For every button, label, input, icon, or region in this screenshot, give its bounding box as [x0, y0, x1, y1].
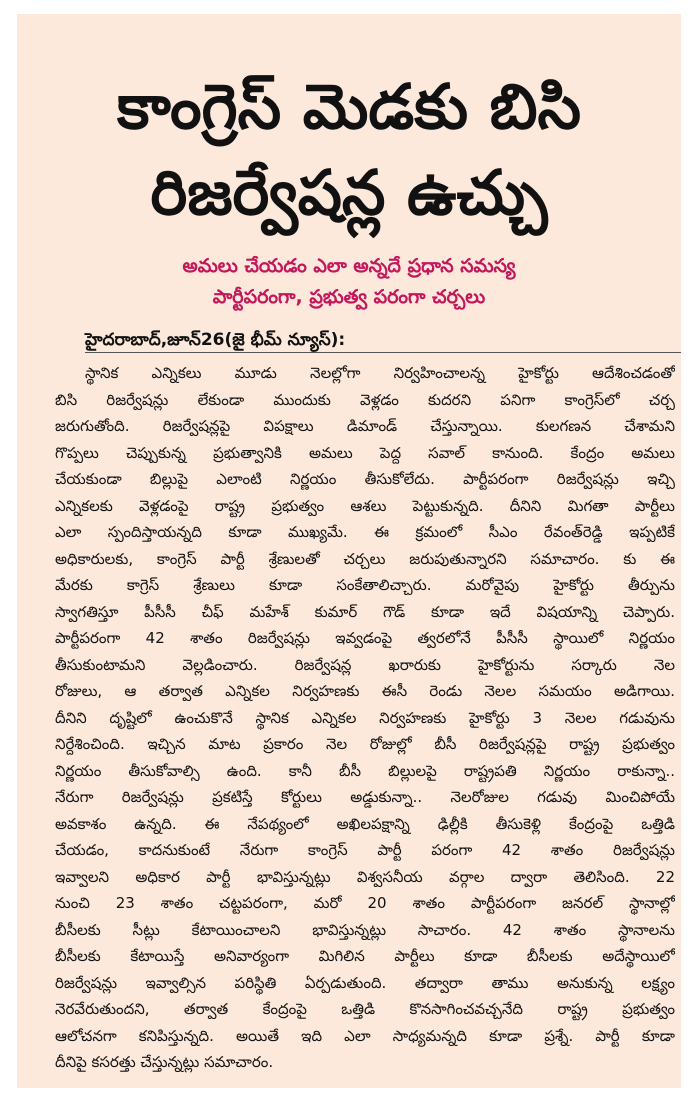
article-line: ఆలోచనగా కనిపిస్తున్నది. అయితే ఇది ఎలా సాధ్యమన్నది కూడా ప్రశ్నే. పార్టీ కూడా — [55, 1026, 675, 1045]
article-line: స్వాగతిస్తూ పీసీసీ చీఫ్ మహేశ్ కుమార్ గౌడ్ కూడా ఇదే విషయాన్ని చెప్పారు. — [55, 602, 675, 621]
article-line: స్థానిక ఎన్నికలు మూడు నెలల్లోగా నిర్వహించాలన్న హైకోర్టు ఆదేశించడంతో — [85, 364, 675, 382]
article-line: రిజర్వేషన్లు ఇవ్వాల్సిన పరిస్థితి ఏర్పడుతుంది. తద్వారా తాము అనుకున్న లక్ష్యం — [55, 973, 675, 992]
article-line: మేరకు కాగ్రెస్ శ్రేణులు కూడా సంకేతాలిచ్చారు. మరోవైపు హైకోర్టు తీర్పును — [55, 576, 675, 594]
article-line: నిర్దేశించింది. ఇచ్చిన మాట ప్రకారం నెల రోజుల్లో బీసీ రిజర్వేషన్లపై రాష్ట్ర ప్రభుత్వం — [55, 735, 675, 753]
article-line: తీసుకుంటామని వెల్లడించారు. రిజర్వేషన్ల ఖరారుకు హైకోర్టును సర్కారు నెల — [55, 655, 675, 674]
subheadline-line-1: అమలు చేయడం ఎలా అన్నదే ప్రధాన సమస్య — [182, 255, 516, 277]
article-line: అధికారులకు, కాంగ్రెస్ పార్టీ శ్రేణులతో చర్చలు జరుపుతున్నారని సమాచారం. కు ఈ — [55, 549, 675, 568]
article-line: అవకాశం ఉన్నది. ఈ నేపథ్యంలో అఖిలపక్షాన్ని ఢిల్లీకి తీసుకెళ్లి కేంద్రంపై ఒత్తిడి — [55, 814, 675, 833]
headline-line-2: రిజర్వేషన్ల ఉచ్చు — [150, 156, 548, 229]
article-line: బీసీలకు సీట్లు కేటాయించాలని భావిస్తున్నట్లు సాచారం. 42 శాతం స్థానాలను — [55, 920, 675, 939]
article-line: చేయడం, కాదనుకుంటే నేరుగా కాంగ్రెస్ పార్టీ పరంగా 42 శాతం రిజర్వేషన్లు — [55, 841, 675, 859]
article-line: ఎన్నికలకు వెళ్లడంపై రాష్ట్ర ప్రభుత్వం ఆశలు పెట్టుకున్నది. దీనిని మిగతా పార్టీలు — [55, 496, 675, 515]
article-line: ఇవ్వాలని అధికార పార్టీ భావిస్తున్నట్లు విశ్వసనీయ వర్గాల ద్వారా తెలిసింది. 22 — [55, 867, 675, 886]
article-body — [55, 360, 675, 1076]
headline-line-1: కాంగ్రెస్ మెడకు బిసి — [117, 70, 581, 143]
article-line: బీసీలకు కేటాయిస్తే అనివార్యంగా మిగిలిన పార్టీలు కూడా బీసీలకు అదేస్థాయిలో — [55, 947, 675, 965]
subheadline-line-2: పార్టీపరంగా, ప్రభుత్వ పరంగా చర్చలు — [212, 286, 486, 308]
article-line: దీనిని దృష్టిలో ఉంచుకొనే స్థానిక ఎన్నికల నిర్వహణకు హైకోర్టు 3 నెలల గడువును — [55, 708, 675, 727]
article-line: నిర్ణయం తీసుకోవాల్సి ఉంది. కానీ బీసీ బిల్లులపై రాష్ట్రపతి నిర్ణయం రాకున్నా.. — [55, 761, 675, 780]
article-line: రోజులు, ఆ తర్వాత ఎన్నికల నిర్వహణకు ఈసీ రెండు నెలల సమయం అడిగాయి. — [55, 682, 675, 700]
subheadline — [17, 251, 681, 313]
dateline: హైదరాబాద్,జూన్26(జై భీమ్ న్యూస్): — [85, 330, 346, 350]
dateline-underline — [85, 352, 681, 353]
article-line: నేరుగా రిజర్వేషన్లు ప్రకటిస్తే కోర్టులు అడ్డుకున్నా.. నెలరోజుల గడువు మించిపోయే — [55, 788, 675, 806]
article-line: నుంచి 23 శాతం చట్టపరంగా, మరో 20 శాతం పార్టీపరంగా జనరల్ స్థానాల్లో — [55, 894, 675, 912]
headline — [17, 64, 681, 236]
article-line: నెరవేరుతుందని, తర్వాత కేంద్రంపై ఒత్తిడి కొనసాగించవచ్చనేది రాష్ట్ర ప్రభుత్వం — [55, 1000, 675, 1018]
newspaper-clipping — [17, 14, 681, 1088]
article-line: దీనిపై కసరత్తు చేస్తున్నట్లు సమాచారం. — [55, 1053, 274, 1071]
article-line: జరుగుతోంది. రిజర్వేషన్లపై విపక్షాలు డిమాండ్ చేస్తున్నాయి. కులగణన చేశామని — [55, 417, 675, 435]
article-line: గొప్పలు చెప్పుకున్న ప్రభుత్వానికి అమలు పెద్ద సవాల్ కానుంది. కేంద్రం అమలు — [55, 443, 675, 462]
article-line: ఎలా స్పందిస్తాయన్నది కూడా ముఖ్యమే. ఈ క్రమంలో సీఎం రేవంత్‌రెడ్డి ఇప్పటికే — [55, 523, 675, 541]
article-line: పార్టీపరంగా 42 శాతం రిజర్వేషన్లు ఇవ్వడంపై త్వరలోనే పీసీసీ స్థాయిలో నిర్ణయం — [55, 629, 675, 647]
article-line: చేయకుండా బిల్లుపై ఎలాంటి నిర్ణయం తీసుకోలేదు. పార్టీపరంగా రిజర్వేషన్లు ఇచ్చి — [55, 470, 675, 488]
article-line: బిసి రిజర్వేషన్లు లేకుండా ముందుకు వెళ్లడం కుదరని పనిగా కాంగ్రెస్‌లో చర్చ — [55, 390, 675, 409]
